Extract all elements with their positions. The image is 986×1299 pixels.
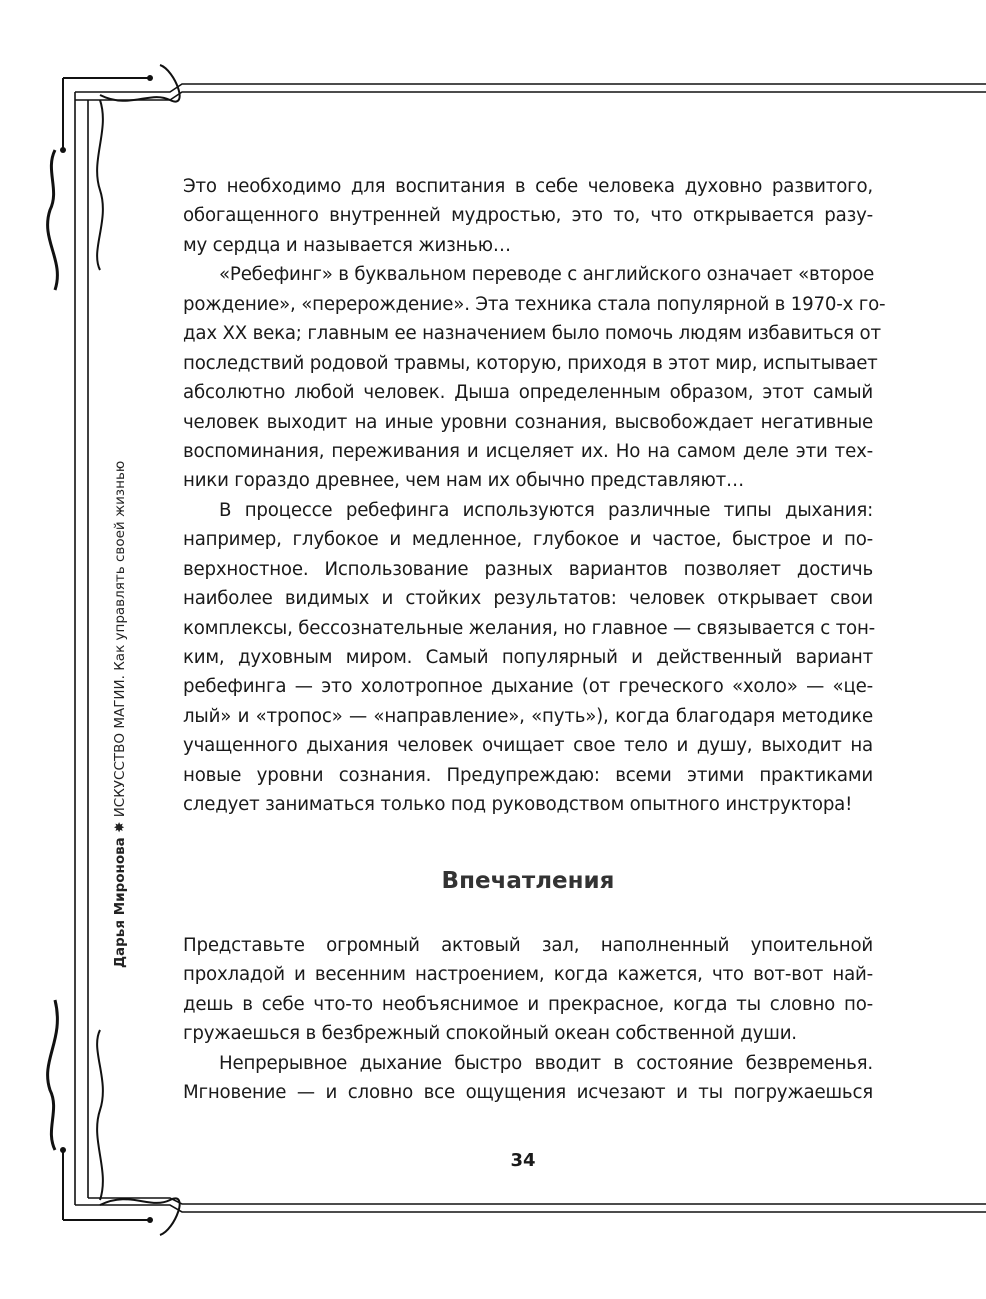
text-line: воспоминания, переживания и исцеляет их. Но на самом деле эти тех- xyxy=(183,440,873,462)
text-line: Мгновение — и словно все ощущения исчезают и ты погружаешься xyxy=(183,1082,873,1104)
text-line: ребефинга — это холотропное дыхание (от греческого «холо» — «це- xyxy=(183,676,873,698)
text-line: например, глубокое и медленное, глубокое и частое, быстрое и по- xyxy=(183,529,873,551)
text-line: ники гораздо древнее, чем нам их обычно представляют… xyxy=(183,470,744,492)
text-line: новые уровни сознания. Предупреждаю: всеми этими практиками xyxy=(183,764,873,786)
text-line: комплексы, бессознательные желания, но главное — связывается с тон- xyxy=(183,617,876,639)
text-line: абсолютно любой человек. Дыша определенным образом, этот самый xyxy=(183,382,873,404)
fleuron-icon: ✸ xyxy=(112,817,128,833)
text-line: му сердца и называется жизнью… xyxy=(183,234,511,256)
page-number: 34 xyxy=(510,1150,536,1171)
running-head xyxy=(112,461,128,968)
text-line: наиболее видимых и стойких результатов: человек открывает свои xyxy=(183,588,873,610)
body-text-top xyxy=(183,172,886,820)
text-line: гружаешься в безбрежный спокойный океан собственной души. xyxy=(183,1023,797,1045)
text-line: Представьте огромный актовый зал, наполненный упоительной xyxy=(183,935,873,956)
text-line: обогащенного внутренней мудростью, это то, что открывается разу- xyxy=(183,205,873,227)
text-line: ким, духовным миром. Самый популярный и действенный вариант xyxy=(183,647,873,668)
text-line: учащенного дыхания человек очищает свое тело и душу, выходит на xyxy=(183,735,873,757)
text-line: лый» и «тропос» — «направление», «путь»), когда благодаря методике xyxy=(183,705,873,727)
running-head-title: ИСКУССТВО МАГИИ. Как управлять своей жизнью xyxy=(112,460,128,818)
text-line: «Ребефинг» в буквальном переводе с английского означает «второе xyxy=(219,264,875,286)
text-line: Это необходимо для воспитания в себе человека духовно развитого, xyxy=(183,176,873,197)
text-line: дешь в себе что-то необъяснимое и прекрасное, когда ты словно по- xyxy=(183,993,873,1015)
section-heading: Впечатления xyxy=(441,868,615,894)
running-head-author: Дарья Миронова xyxy=(112,837,128,968)
text-line: рождение», «перерождение». Эта техника стала популярной в 1970-х го- xyxy=(183,293,886,315)
body-text-bottom xyxy=(183,931,873,1108)
text-line: дах XX века; главным ее назначением было помочь людям избавиться от xyxy=(183,323,881,345)
text-line: верхностное. Использование разных вариантов позволяет достичь xyxy=(183,558,873,580)
text-line: человек выходит на иные уровни сознания, высвобождает негативные xyxy=(183,411,873,433)
text-line: В процессе ребефинга используются различные типы дыхания: xyxy=(219,499,873,521)
text-line: прохладой и весенним настроением, когда кажется, что вот-вот най- xyxy=(183,964,873,986)
text-line: Непрерывное дыхание быстро вводит в состояние безвременья. xyxy=(219,1052,873,1074)
text-line: следует заниматься только под руководством опытного инструктора! xyxy=(183,794,853,816)
text-line: последствий родовой травмы, которую, приходя в этот мир, испытывает xyxy=(183,352,878,374)
